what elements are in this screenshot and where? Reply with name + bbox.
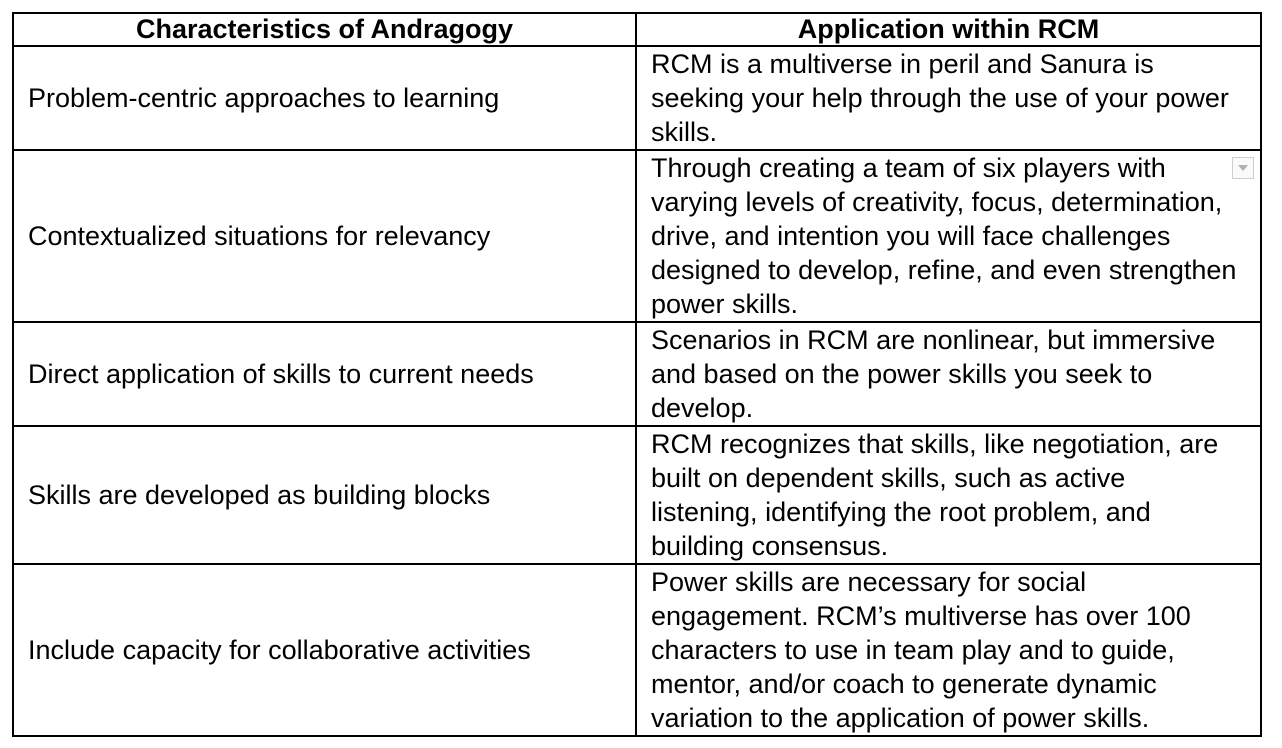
- table-row: [13, 150, 1261, 322]
- characteristic-cell[interactable]: Problem-centric approaches to learning: [13, 46, 636, 150]
- application-cell-text: Through creating a team of six players with varying levels of creativity, focus, determination, drive, and intention you will face challenges designed to develop, refine, and even strengthen power skills.: [651, 153, 1237, 319]
- table-row: [13, 564, 1261, 736]
- characteristic-cell[interactable]: Contextualized situations for relevancy: [13, 150, 636, 322]
- column-header-characteristics: Characteristics of Andragogy: [13, 13, 636, 46]
- andragogy-table: [12, 12, 1262, 737]
- cell-menu-button[interactable]: [1232, 157, 1254, 179]
- characteristic-cell[interactable]: Include capacity for collaborative activities: [13, 564, 636, 736]
- application-cell[interactable]: Scenarios in RCM are nonlinear, but immersive and based on the power skills you seek to develop.: [636, 322, 1261, 426]
- characteristic-cell[interactable]: Direct application of skills to current needs: [13, 322, 636, 426]
- application-cell-with-menu[interactable]: [636, 150, 1261, 322]
- table-header-row: [13, 13, 1261, 46]
- table-row: [13, 426, 1261, 564]
- andragogy-table-container: [12, 12, 1260, 737]
- table-row: [13, 322, 1261, 426]
- application-cell[interactable]: RCM recognizes that skills, like negotiation, are built on dependent skills, such as active listening, identifying the root problem, and building consensus.: [636, 426, 1261, 564]
- characteristic-cell[interactable]: Skills are developed as building blocks: [13, 426, 636, 564]
- column-header-application: Application within RCM: [636, 13, 1261, 46]
- table-row: [13, 46, 1261, 150]
- chevron-down-icon: [1237, 164, 1249, 172]
- application-cell[interactable]: Power skills are necessary for social engagement. RCM’s multiverse has over 100 characters to use in team play and to guide, mentor, and/or coach to generate dynamic variation to the application of power skills.: [636, 564, 1261, 736]
- application-cell[interactable]: RCM is a multiverse in peril and Sanura is seeking your help through the use of your power skills.: [636, 46, 1261, 150]
